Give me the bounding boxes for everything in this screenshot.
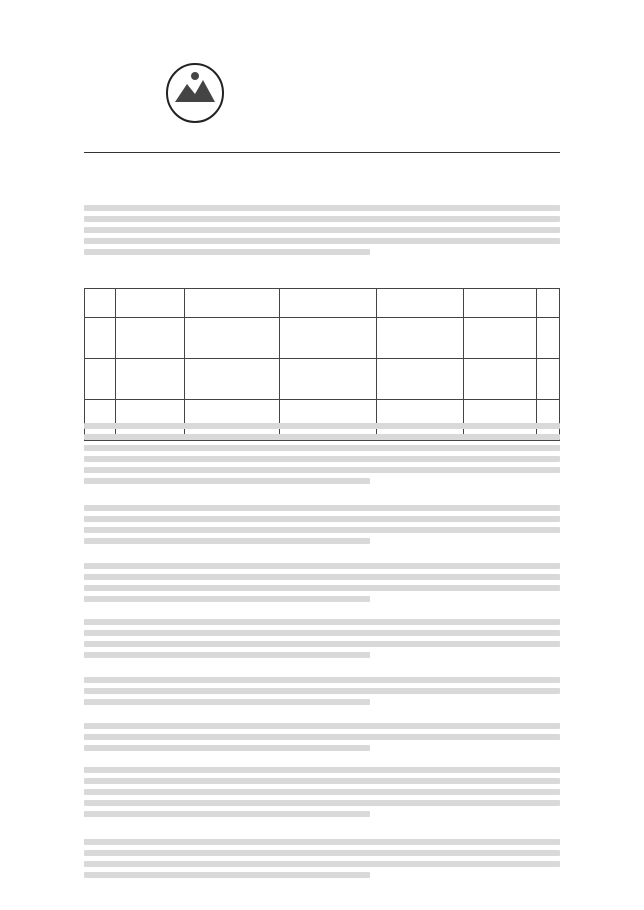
table-cell	[85, 318, 116, 359]
table-cell	[85, 359, 116, 400]
office-location	[240, 120, 490, 134]
header-divider	[84, 152, 560, 153]
table-cell	[464, 318, 537, 359]
province-label	[528, 122, 568, 135]
body-paragraph	[84, 718, 560, 756]
table-row	[85, 318, 560, 359]
office-name	[240, 102, 490, 120]
column-header	[116, 289, 185, 318]
body-paragraph	[84, 614, 560, 663]
table-cell	[185, 318, 280, 359]
column-header	[85, 289, 116, 318]
column-header	[537, 289, 560, 318]
body-paragraph	[84, 672, 560, 710]
body-paragraph	[84, 834, 560, 883]
table-cell	[537, 359, 560, 400]
intro-paragraph	[84, 200, 560, 260]
column-header	[185, 289, 280, 318]
column-header	[377, 289, 464, 318]
body-paragraph	[84, 762, 560, 822]
table-cell	[116, 318, 185, 359]
table-row	[85, 359, 560, 400]
table-header-row	[85, 289, 560, 318]
column-header	[280, 289, 377, 318]
table-cell	[377, 359, 464, 400]
government-emblem-icon	[165, 62, 225, 124]
table-cell	[116, 359, 185, 400]
body-paragraph	[84, 558, 560, 607]
table-cell	[377, 318, 464, 359]
notice-title	[84, 158, 560, 172]
body-paragraph	[84, 418, 560, 489]
letterhead	[0, 18, 644, 118]
table-cell	[537, 318, 560, 359]
body-paragraph	[84, 500, 560, 549]
letterhead-text	[240, 78, 490, 134]
municipality-name	[240, 78, 490, 102]
column-header	[464, 289, 537, 318]
table-cell	[280, 318, 377, 359]
table-cell	[185, 359, 280, 400]
table-cell	[464, 359, 537, 400]
table-cell	[280, 359, 377, 400]
